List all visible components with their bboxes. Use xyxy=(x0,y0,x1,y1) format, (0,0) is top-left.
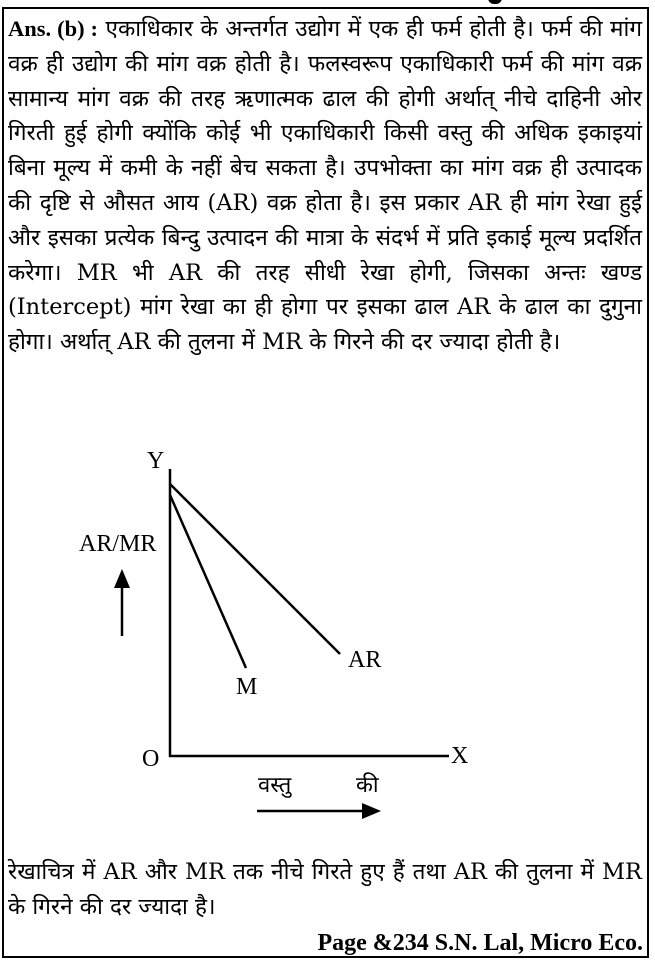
cropped-header-strip xyxy=(0,0,655,6)
y-axis-label: Y xyxy=(147,448,165,474)
origin-label: O xyxy=(142,746,160,772)
answer-label: Ans. (b) : xyxy=(8,16,99,41)
ar-curve-label: AR xyxy=(348,647,382,673)
horizontal-caption-word2: की xyxy=(356,773,379,798)
answer-text: एकाधिकार के अन्तर्गत उद्योग में एक ही फर्म होती है। फर्म की मांग वक्र ही उद्योग की मांग वक्र होती है। फलस्वरूप एकाधिकारी फर्म की मांग वक्र सामान्य मांग वक्र की तरह ऋणात्मक ढाल की होगी अर्थात् नीचे दाहिनी ओर गिरती हुई होगी क्योंकि कोई भी एकाधिकारी किसी वस्तु की अधिक इकाइयां बिना मूल्य में कमी के नहीं बेच सकता है। उपभोक्ता का मांग वक्र ही उत्पादक की दृष्टि से औसत आय (AR) वक्र होता है। इस प्रकार AR ही मांग रेखा हुई और इसका प्रत्येक बिन्दु उत्पादन की मात्रा के संदर्भ में प्रति इकाई मूल्य प्रदर्शित करेगा। MR भी AR की तरह सीधी रेखा होगी, जिसका अन्तः खण्ड (Intercept) मांग रेखा का ही होगा पर इसका ढाल AR के ढाल का दुगुना होगा। अर्थात् AR की तुलना में MR के गिरने की दर ज्यादा होती है। xyxy=(8,16,643,356)
vertical-axis-title: AR/MR xyxy=(79,531,157,557)
conclusion-paragraph: रेखाचित्र में AR और MR तक नीचे गिरते हुए हैं तथा AR की तुलना में MR के गिरने की दर ज्यादा है। xyxy=(8,859,642,920)
horizontal-caption-word1: वस्तु xyxy=(258,773,292,798)
x-axis-label: X xyxy=(451,743,469,769)
answer-paragraph xyxy=(8,12,642,360)
page-source-footer: Page &234 S.N. Lal, Micro Eco. xyxy=(317,930,643,956)
cropped-header-glyph xyxy=(488,0,502,4)
mr-curve-label: M xyxy=(236,674,258,700)
